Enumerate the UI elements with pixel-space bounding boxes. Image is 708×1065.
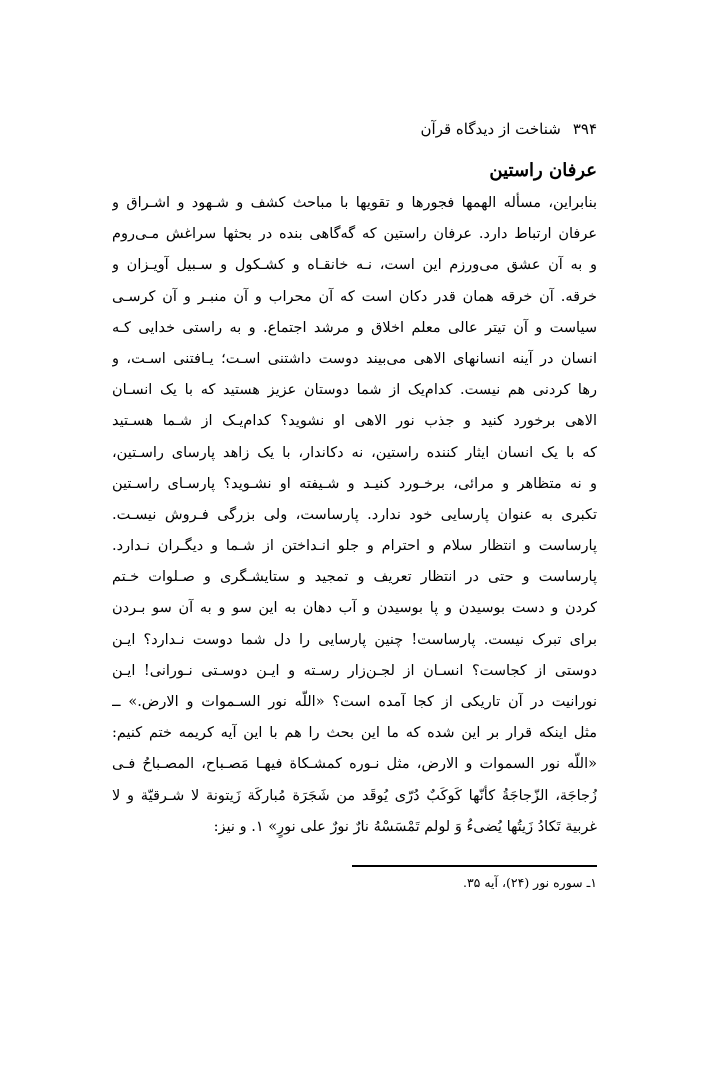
body-line: انسان در آینه انسانهای الاهی می‌بیند دوست داشتنی اسـت؛ یـافتنی اسـت، و	[112, 350, 597, 367]
body-line: پارساست و حتی در انتظار تعریف و تمجید و ستایشـگری و صـلوات خـتم	[112, 569, 597, 586]
body-line: الاهی برخورد کنید و جذب نور الاهی او نشوید؟ کدام‌یـک از شـما هسـتید	[112, 413, 597, 430]
section-title: عرفان راستین	[489, 160, 597, 181]
body-line: و به آن عشق می‌ورزم این است، نـه خانقـاه و کشـکول و سـبیل آویـزان و	[112, 257, 597, 274]
body-line: خرقه. آن خرقه همان قدر دکان است که آن محراب و آن منبـر و آن کرسـی	[112, 288, 597, 305]
body-line: پارساست و انتظار سلام و احترام و جلو انـداختن از شـما و دیگـران نـدارد.	[112, 538, 597, 555]
footnote: ۱ـ سوره نور (۲۴)، آیه ۳۵.	[462, 874, 597, 890]
body-line: غربیة تَکادُ زَیتُها یُضیءُ وَ لولم تَمْسَسْهُ نارٌ نورٌ علی نورٍ» ۱. و نیز:	[213, 818, 597, 835]
body-line: بنابراین، مسأله الهمها فجورها و تقویها با مباحث کشف و شـهود و اشـراق و	[112, 195, 597, 211]
footnote-divider	[352, 865, 597, 867]
body-line: کردن و دست بوسیدن و پا بوسیدن و آب دهان به این سو و به آن سو بـردن	[112, 600, 597, 617]
body-line: رها کردنی هم نیست. کدام‌یک از شما دوستان عزیز هستید که با یک انسـان	[112, 382, 597, 399]
body-line: دوستی از کجاست؟ انسـان از لجـن‌زار رسـته و ایـن دوسـتی نـورانی! ایـن	[112, 662, 597, 679]
running-header	[112, 112, 597, 146]
body-line: که با یک انسان ایثار کننده راستین، نه دکاندار، با یک زاهد پارسای راسـتین،	[112, 444, 597, 461]
book-page	[112, 112, 597, 896]
body-line: «اللّه نور السموات و الارض، مثل نـوره کمشـکاة فیهـا مَصـباح، المصـباحُ فـی	[112, 756, 597, 773]
body-line: و نه متظاهر و مرائی، برخـورد کنیـد و شـیفته او نشـوید؟ پارسـای راسـتین	[112, 475, 597, 492]
body-line: زُجاجَة، الزّجاجَةُ کأنّها کَوکَبٌ دُرّی یُوقَد من شَجَرَة مُبارکَة زَیتونة لا شـرقیّة و لا	[112, 787, 597, 804]
body-line: برای تبرک نیست. پارساست! چنین پارسایی را دل شما دوست نـدارد؟ ایـن	[112, 631, 597, 648]
body-line: تکبری به عنوان پارسایی خود ندارد. پارساست، ولی بزرگی فـروش نیسـت.	[112, 506, 597, 523]
book-title: شناخت از دیدگاه قرآن	[420, 120, 561, 138]
body-text	[112, 188, 597, 843]
body-line: نورانیت در آن تاریکی از کجا آمده است؟ «اللّه نور السـموات و الارض.» ــ	[112, 694, 597, 710]
body-line: مثل اینکه قرار بر این شده که ما این بحث را هم با این آیه کریمه ختم کنیم:	[112, 725, 597, 742]
body-line: سیاست و آن تیتر عالی معلم اخلاق و مرشد اجتماع. و به راستی خدایی کـه	[112, 319, 597, 336]
body-line: عرفان ارتباط دارد. عرفان راستین که گه‌گاهی بنده در بحثها سراغش مـی‌روم	[112, 226, 597, 243]
page-number: ۳۹۴	[572, 120, 597, 138]
